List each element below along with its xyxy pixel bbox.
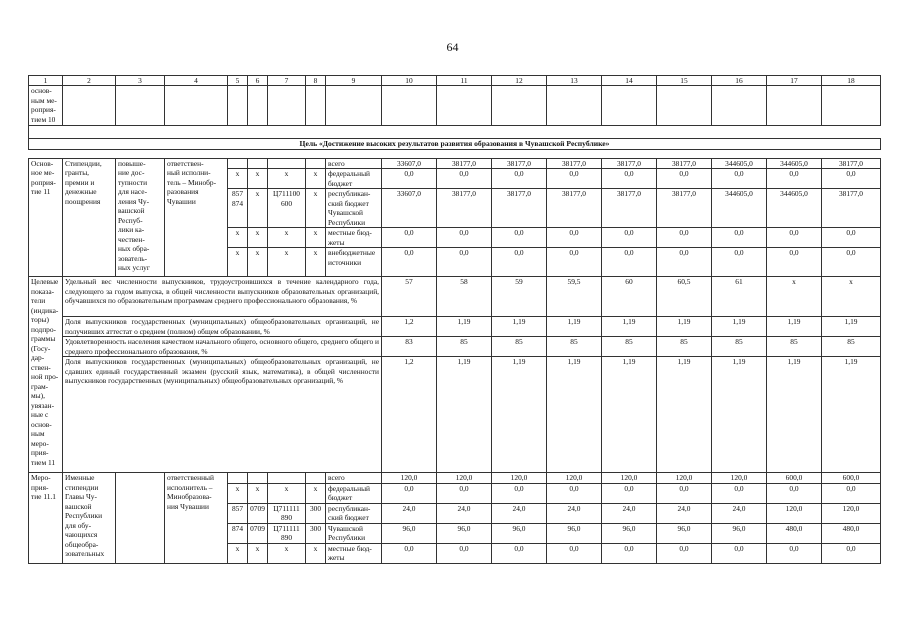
column-number: 4 bbox=[165, 76, 228, 86]
value-cell: 0,0 bbox=[547, 248, 602, 277]
funding-source: республикан- ский бюджет bbox=[326, 503, 382, 523]
column-number: 18 bbox=[822, 76, 881, 86]
value-cell: 0,0 bbox=[547, 543, 602, 563]
code-csr bbox=[268, 158, 306, 169]
value-cell: 600,0 bbox=[767, 473, 822, 484]
value-cell: 120,0 bbox=[602, 473, 657, 484]
value-cell: 0,0 bbox=[492, 228, 547, 248]
value-cell: 120,0 bbox=[822, 503, 881, 523]
gap-row bbox=[29, 126, 881, 139]
value-cell: 96,0 bbox=[712, 523, 767, 543]
indicator-value: 59,5 bbox=[547, 277, 602, 317]
value-cell: 24,0 bbox=[602, 503, 657, 523]
code-rzpr bbox=[248, 158, 268, 169]
value-cell: 38177,0 bbox=[547, 189, 602, 228]
indicator-row bbox=[29, 357, 881, 473]
indicator-value: 1,19 bbox=[492, 357, 547, 473]
value-cell: 0,0 bbox=[822, 483, 881, 503]
gap-row bbox=[29, 149, 881, 158]
value-cell: 38177,0 bbox=[822, 189, 881, 228]
event-purpose bbox=[116, 473, 165, 564]
indicator-value: 60,5 bbox=[657, 277, 712, 317]
code-rzpr: х bbox=[248, 248, 268, 277]
code-vr: х bbox=[306, 169, 326, 189]
carry-over-label: основ- ным ме- роприя- тием 10 bbox=[29, 86, 63, 126]
indicator-row bbox=[29, 317, 881, 337]
column-number: 8 bbox=[306, 76, 326, 86]
value-cell: 0,0 bbox=[547, 483, 602, 503]
value-cell: 344605,0 bbox=[712, 158, 767, 169]
value-cell: 344605,0 bbox=[767, 158, 822, 169]
value-cell: 0,0 bbox=[822, 228, 881, 248]
column-number: 1 bbox=[29, 76, 63, 86]
event_11_1-row bbox=[29, 473, 881, 484]
code-grbs: х bbox=[228, 543, 248, 563]
funding-source: федеральный бюджет bbox=[326, 169, 382, 189]
value-cell: 0,0 bbox=[437, 228, 492, 248]
value-cell: 0,0 bbox=[382, 228, 437, 248]
code-grbs: х bbox=[228, 228, 248, 248]
indicator-value: 85 bbox=[547, 337, 602, 357]
code-rzpr: 0709 bbox=[248, 523, 268, 543]
indicator-value: 1,19 bbox=[547, 317, 602, 337]
value-cell: 0,0 bbox=[822, 543, 881, 563]
value-cell: 0,0 bbox=[437, 543, 492, 563]
code-grbs: 857 bbox=[228, 503, 248, 523]
column-number: 15 bbox=[657, 76, 712, 86]
value-cell: 96,0 bbox=[382, 523, 437, 543]
indicator-value: 1,19 bbox=[657, 357, 712, 473]
funding-source: федеральный бюджет bbox=[326, 483, 382, 503]
value-cell: 0,0 bbox=[382, 248, 437, 277]
value-cell: 0,0 bbox=[657, 483, 712, 503]
value-cell: 0,0 bbox=[767, 228, 822, 248]
value-cell: 24,0 bbox=[492, 503, 547, 523]
code-grbs: 857 874 bbox=[228, 189, 248, 228]
event-executor: ответствен- ный исполни- тель – Минобр- разования Чувашии bbox=[165, 158, 228, 277]
value-cell: 120,0 bbox=[437, 473, 492, 484]
column-number: 9 bbox=[326, 76, 382, 86]
indicator-value: 1,19 bbox=[437, 317, 492, 337]
program-table bbox=[28, 75, 881, 564]
event-label: Меро- прия- тие 11.1 bbox=[29, 473, 63, 564]
value-cell: 24,0 bbox=[547, 503, 602, 523]
indicator-value: 1,19 bbox=[767, 357, 822, 473]
column-number: 5 bbox=[228, 76, 248, 86]
column-number: 10 bbox=[382, 76, 437, 86]
value-cell: 0,0 bbox=[602, 543, 657, 563]
indicator-text: Удовлетворенность населения качеством начального общего, основного общего, среднего общего и среднего профессионального образования, % bbox=[63, 337, 382, 357]
column-number: 12 bbox=[492, 76, 547, 86]
code-vr bbox=[306, 158, 326, 169]
code-rzpr: х bbox=[248, 189, 268, 228]
value-cell: 120,0 bbox=[712, 473, 767, 484]
value-cell: 38177,0 bbox=[657, 189, 712, 228]
event-name: Именные стипендии Главы Чу- вашской Республики для обу- чающихся общеобра- зовательных bbox=[63, 473, 116, 564]
code-grbs bbox=[228, 473, 248, 484]
code-csr: х bbox=[268, 483, 306, 503]
indicator-value: х bbox=[767, 277, 822, 317]
value-cell: 24,0 bbox=[382, 503, 437, 523]
value-cell: 0,0 bbox=[492, 169, 547, 189]
value-cell: 0,0 bbox=[822, 248, 881, 277]
funding-source: Чувашской Республики bbox=[326, 523, 382, 543]
value-cell: 0,0 bbox=[437, 248, 492, 277]
value-cell: 0,0 bbox=[712, 543, 767, 563]
column-number: 2 bbox=[63, 76, 116, 86]
value-cell: 0,0 bbox=[712, 169, 767, 189]
indicator-value: 85 bbox=[822, 337, 881, 357]
value-cell: 0,0 bbox=[602, 169, 657, 189]
funding-source: внебюджетные источники bbox=[326, 248, 382, 277]
value-cell: 0,0 bbox=[657, 169, 712, 189]
value-cell: 24,0 bbox=[712, 503, 767, 523]
value-cell: 120,0 bbox=[657, 473, 712, 484]
funding-source: местные бюд- жеты bbox=[326, 543, 382, 563]
value-cell: 0,0 bbox=[767, 248, 822, 277]
code-rzpr: х bbox=[248, 543, 268, 563]
value-cell: 38177,0 bbox=[547, 158, 602, 169]
code-vr bbox=[306, 473, 326, 484]
indicator-value: 1,19 bbox=[657, 317, 712, 337]
value-cell: 24,0 bbox=[437, 503, 492, 523]
code-csr: Ц711111 890 bbox=[268, 503, 306, 523]
event-label: Основ- ное ме- роприя- тие 11 bbox=[29, 158, 63, 277]
value-cell: 38177,0 bbox=[657, 158, 712, 169]
indicator-value: 1,19 bbox=[602, 317, 657, 337]
indicator-value: 85 bbox=[657, 337, 712, 357]
column-number: 17 bbox=[767, 76, 822, 86]
value-cell: 480,0 bbox=[767, 523, 822, 543]
value-cell: 33607,0 bbox=[382, 189, 437, 228]
code-rzpr bbox=[248, 473, 268, 484]
value-cell: 0,0 bbox=[382, 483, 437, 503]
indicator-value: 85 bbox=[602, 337, 657, 357]
funding-source: местные бюд- жеты bbox=[326, 228, 382, 248]
value-cell: 38177,0 bbox=[492, 189, 547, 228]
code-rzpr: х bbox=[248, 483, 268, 503]
value-cell: 33607,0 bbox=[382, 158, 437, 169]
indicator-value: 1,19 bbox=[767, 317, 822, 337]
value-cell: 0,0 bbox=[767, 169, 822, 189]
code-vr: 300 bbox=[306, 523, 326, 543]
value-cell: 344605,0 bbox=[767, 189, 822, 228]
indicator-value: 59 bbox=[492, 277, 547, 317]
funding-source: республикан- ский бюджет Чувашской Республики bbox=[326, 189, 382, 228]
value-cell: 96,0 bbox=[547, 523, 602, 543]
code-grbs: х bbox=[228, 248, 248, 277]
indicator-value: 1,19 bbox=[602, 357, 657, 473]
goal-row bbox=[29, 139, 881, 150]
indicator-value: 1,19 bbox=[822, 357, 881, 473]
value-cell: 120,0 bbox=[767, 503, 822, 523]
code-vr: х bbox=[306, 228, 326, 248]
indicator-value: 1,19 bbox=[712, 357, 767, 473]
value-cell: 0,0 bbox=[492, 483, 547, 503]
code-grbs: 874 bbox=[228, 523, 248, 543]
code-rzpr: х bbox=[248, 228, 268, 248]
value-cell: 96,0 bbox=[602, 523, 657, 543]
value-cell: 0,0 bbox=[492, 248, 547, 277]
value-cell: 0,0 bbox=[712, 248, 767, 277]
value-cell: 96,0 bbox=[657, 523, 712, 543]
indicator-value: 83 bbox=[382, 337, 437, 357]
code-csr: х bbox=[268, 169, 306, 189]
value-cell: 0,0 bbox=[602, 483, 657, 503]
value-cell: 96,0 bbox=[492, 523, 547, 543]
column-number-row bbox=[29, 76, 881, 86]
column-number: 13 bbox=[547, 76, 602, 86]
value-cell: 0,0 bbox=[382, 169, 437, 189]
value-cell: 0,0 bbox=[767, 543, 822, 563]
event-executor: ответственный исполнитель – Минобразова- ния Чувашии bbox=[165, 473, 228, 564]
indicator-value: 57 bbox=[382, 277, 437, 317]
value-cell: 120,0 bbox=[382, 473, 437, 484]
value-cell: 344605,0 bbox=[712, 189, 767, 228]
code-vr: х bbox=[306, 248, 326, 277]
value-cell: 38177,0 bbox=[492, 158, 547, 169]
value-cell: 0,0 bbox=[712, 483, 767, 503]
code-rzpr: х bbox=[248, 169, 268, 189]
value-cell: 38177,0 bbox=[822, 158, 881, 169]
code-vr: 300 bbox=[306, 503, 326, 523]
column-number: 16 bbox=[712, 76, 767, 86]
code-vr: х bbox=[306, 189, 326, 228]
indicator-value: 85 bbox=[437, 337, 492, 357]
main_event-row bbox=[29, 158, 881, 169]
code-csr: х bbox=[268, 543, 306, 563]
goal-title: Цель «Достижение высоких результатов развития образования в Чувашской Республике» bbox=[29, 139, 881, 150]
indicator-row bbox=[29, 277, 881, 317]
indicator-value: 1,2 bbox=[382, 357, 437, 473]
carry-over-row bbox=[29, 86, 881, 126]
indicator-value: 85 bbox=[712, 337, 767, 357]
code-csr: Ц711111 890 bbox=[268, 523, 306, 543]
indicators-label: Целевые показа- тели (индика- торы) подпро- граммы (Госу- дар- ствен- ной про- грам- мы), увязан- ные с основ- ным меро- прия- тием 11 bbox=[29, 277, 63, 473]
indicator-value: 60 bbox=[602, 277, 657, 317]
indicator-value: 85 bbox=[767, 337, 822, 357]
page-number: 64 bbox=[446, 40, 459, 54]
column-number: 11 bbox=[437, 76, 492, 86]
code-csr bbox=[268, 473, 306, 484]
value-cell: 96,0 bbox=[437, 523, 492, 543]
value-cell: 0,0 bbox=[657, 228, 712, 248]
column-number: 7 bbox=[268, 76, 306, 86]
value-cell: 600,0 bbox=[822, 473, 881, 484]
value-cell: 24,0 bbox=[657, 503, 712, 523]
value-cell: 0,0 bbox=[767, 483, 822, 503]
value-cell: 0,0 bbox=[492, 543, 547, 563]
value-cell: 0,0 bbox=[547, 169, 602, 189]
code-csr: х bbox=[268, 228, 306, 248]
indicator-value: 1,19 bbox=[547, 357, 602, 473]
value-cell: 38177,0 bbox=[602, 189, 657, 228]
code-vr: х bbox=[306, 543, 326, 563]
value-cell: 0,0 bbox=[547, 228, 602, 248]
column-number: 3 bbox=[116, 76, 165, 86]
indicator-value: 1,2 bbox=[382, 317, 437, 337]
value-cell: 120,0 bbox=[492, 473, 547, 484]
value-cell: 0,0 bbox=[602, 228, 657, 248]
value-cell: 38177,0 bbox=[437, 158, 492, 169]
indicator-value: 1,19 bbox=[492, 317, 547, 337]
value-cell: 0,0 bbox=[382, 543, 437, 563]
value-cell: 0,0 bbox=[712, 228, 767, 248]
funding-source: всего bbox=[326, 158, 382, 169]
code-csr: х bbox=[268, 248, 306, 277]
value-cell: 38177,0 bbox=[437, 189, 492, 228]
indicator-text: Доля выпускников государственных (муниципальных) общеобразовательных организаций, не получивших аттестат о среднем (полном) общем образовании, % bbox=[63, 317, 382, 337]
value-cell: 120,0 bbox=[547, 473, 602, 484]
value-cell: 0,0 bbox=[657, 248, 712, 277]
value-cell: 0,0 bbox=[657, 543, 712, 563]
value-cell: 0,0 bbox=[602, 248, 657, 277]
indicator-value: 85 bbox=[492, 337, 547, 357]
indicator-value: 1,19 bbox=[822, 317, 881, 337]
funding-source: всего bbox=[326, 473, 382, 484]
code-vr: х bbox=[306, 483, 326, 503]
indicator-value: 61 bbox=[712, 277, 767, 317]
code-grbs: х bbox=[228, 483, 248, 503]
indicator-text: Доля выпускников государственных (муниципальных) общеобразовательных организаций, не сдавших единый государственный экзамен (русский язык, математика), в общей численности выпускников государственных (муниципальных) общеобразовательных организаций, % bbox=[63, 357, 382, 473]
indicator-value: 1,19 bbox=[437, 357, 492, 473]
indicator-value: 1,19 bbox=[712, 317, 767, 337]
value-cell: 0,0 bbox=[822, 169, 881, 189]
column-number: 14 bbox=[602, 76, 657, 86]
indicator-value: х bbox=[822, 277, 881, 317]
code-rzpr: 0709 bbox=[248, 503, 268, 523]
indicator-text: Удельный вес численности выпускников, трудоустроившихся в течение календарного года, следующего за годом выпуска, в общей численности выпускников образовательных организаций, обучавшихся по образовательным программам среднего профессионального образования, % bbox=[63, 277, 382, 317]
code-csr: Ц711100 600 bbox=[268, 189, 306, 228]
code-grbs bbox=[228, 158, 248, 169]
value-cell: 0,0 bbox=[437, 483, 492, 503]
value-cell: 38177,0 bbox=[602, 158, 657, 169]
event-purpose: повыше- ние дос- тупности для насе- ления Чу- вашской Респуб- лики ка- чествен- ных обра- зователь- ных услуг bbox=[116, 158, 165, 277]
event-name: Стипендии, гранты, премии и денежные поощрения bbox=[63, 158, 116, 277]
indicator-value: 58 bbox=[437, 277, 492, 317]
value-cell: 0,0 bbox=[437, 169, 492, 189]
column-number: 6 bbox=[248, 76, 268, 86]
value-cell: 480,0 bbox=[822, 523, 881, 543]
code-grbs: х bbox=[228, 169, 248, 189]
indicator-row bbox=[29, 337, 881, 357]
